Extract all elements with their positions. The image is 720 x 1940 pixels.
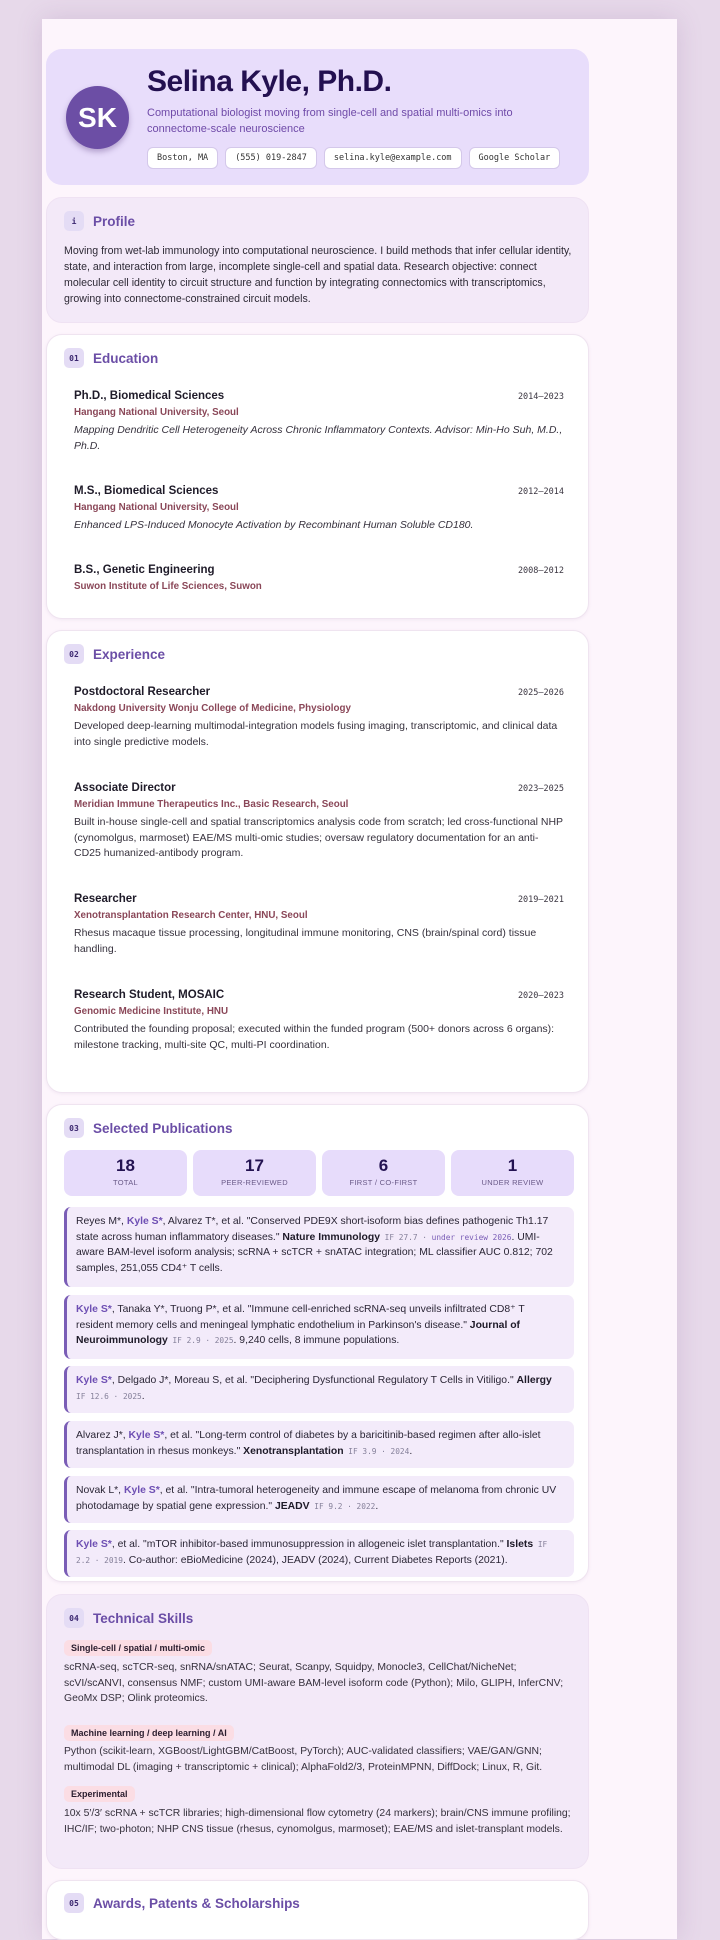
stat-value: 6 (378, 1156, 389, 1175)
entry-title: M.S., Biomedical Sciences (74, 485, 219, 497)
candidate-name: Selina Kyle, Ph.D. (147, 65, 392, 98)
publication-item (64, 1476, 574, 1523)
stat-peer-reviewed (193, 1150, 316, 1196)
email-chip[interactable]: selina.kyle@example.com (324, 147, 462, 169)
entry-description: Rhesus macaque tissue processing, longitudinal immune monitoring, CNS (brain/spinal cord) tissue handling. (74, 927, 537, 955)
profile-text: Moving from wet-lab immunology into computational neuroscience. I build methods that infer cellular identity, state, and interaction from large, incomplete single-cell and spatial data. Research objective: connect molecular cell identity to circuit structure and function by integrating connectomics with transcriptomics, growing into connectome-constrained circuit models. (64, 245, 572, 305)
stat-label: TOTAL (113, 1178, 138, 1187)
entry-title: Associate Director (74, 782, 176, 794)
pub-note: . 9,240 cells, 8 immune populations. (233, 1335, 400, 1346)
pub-note: . (141, 1390, 145, 1402)
pub-status: under review (431, 1232, 488, 1242)
experience-entry (74, 782, 564, 862)
entry-date: 2008–2012 (517, 566, 564, 576)
section-header (64, 644, 165, 664)
pub-title: , Tanaka Y*, Truong P*, et al. "Immune cell-enriched scRNA-seq unveils infiltrated CD8⁺ T resident memory cells and meningeal lymphatic endothelium in Parkinson's disease." (76, 1304, 525, 1331)
entry-date: 2014–2023 (517, 392, 564, 402)
section-title: Awards, Patents & Scholarships (93, 1895, 300, 1911)
avatar: SK (66, 86, 129, 149)
entry-institution: Hangang National University, Seoul (74, 407, 239, 418)
entry-organization: Xenotransplantation Research Center, HNU, Seoul (74, 910, 308, 921)
entry-description: Developed deep-learning multimodal-integration models fusing imaging, transcriptomic, and clinical data into single predictive models. (74, 720, 558, 748)
pub-meta: IF 2.9 · 2025 (167, 1336, 234, 1345)
google-scholar-link[interactable]: Google Scholar (469, 147, 561, 169)
entry-title: Ph.D., Biomedical Sciences (74, 390, 225, 402)
stat-first-author (322, 1150, 445, 1196)
section-header (64, 1118, 233, 1138)
authors: Reyes M*, (76, 1216, 127, 1227)
section-title: Profile (93, 213, 136, 229)
section-title: Education (93, 350, 159, 366)
pub-meta: IF 12.6 · 2025 (76, 1391, 142, 1401)
entry-date: 2025–2026 (517, 688, 564, 698)
entry-description: Contributed the founding proposal; executed within the funded program (500+ donors across 6 organs): milestone tracking, multi-site QC, multi-PI coordination. (74, 1023, 555, 1051)
entry-description: Enhanced LPS-Induced Monocyte Activation by Recombinant Human Soluble CD180. (74, 519, 474, 531)
self-author: Kyle S* (123, 1485, 160, 1496)
skills-section (46, 1594, 589, 1869)
education-entry (74, 390, 564, 454)
awards-section (46, 1880, 589, 1940)
pub-note: . UMI-aware BAM-level isoform analysis; scRNA + scTCR + snATAC integration; ML classifier AUC 0.812; 702 samples, 251,055 CD4⁺ T cells. (76, 1231, 553, 1274)
self-author: Kyle S* (76, 1539, 112, 1550)
skill-category-tag: Machine learning / deep learning / AI (64, 1725, 234, 1741)
publication-item (64, 1421, 574, 1468)
phone-chip[interactable]: (555) 019-2847 (225, 147, 317, 169)
pub-meta: IF 2.2 · 2019 (76, 1540, 548, 1565)
pub-title: , Alvarez T*, et al. "Conserved PDE9X short-isoform bias defines pathogenic Th1.17 state across human inflammatory diseases." (76, 1216, 549, 1243)
journal: Allergy (516, 1375, 552, 1386)
stat-value: 18 (116, 1156, 135, 1175)
section-header (64, 1893, 300, 1913)
publication-item (64, 1207, 574, 1287)
pub-year: 2026 (487, 1232, 512, 1242)
pub-note: . (375, 1500, 379, 1512)
self-author: Kyle S* (126, 1216, 163, 1227)
entry-organization: Genomic Medicine Institute, HNU (74, 1006, 229, 1017)
publication-stats (64, 1150, 574, 1196)
education-section (46, 334, 589, 619)
skill-list: Python (scikit-learn, XGBoost/LightGBM/CatBoost, PyTorch); AUC-validated classifiers; VAE/GAN/GNN; multimodal DL (imaging + transcriptomic + clinical); AlphaFold2/3, ProteinMPNN, DiffDock; Linux, R, Git. (64, 1746, 543, 1773)
skill-category-tag: Single-cell / spatial / multi-omic (64, 1640, 212, 1656)
publication-item (64, 1295, 574, 1359)
self-author: Kyle S* (128, 1430, 165, 1441)
journal: Nature Immunology (282, 1231, 380, 1243)
skill-list: 10x 5′/3′ scRNA + scTCR libraries; high-dimensional flow cytometry (24 markers); brain/CNS immune profiling; IHC/IF; two-photon; NHP CNS tissue (rhesus, cynomolgus, marmoset); EAE/MS and islet-transplant models. (64, 1808, 571, 1835)
entry-date: 2019–2021 (517, 895, 564, 905)
entry-date: 2012–2014 (517, 487, 564, 497)
pub-note: . (409, 1445, 413, 1457)
entry-institution: Suwon Institute of Life Sciences, Suwon (74, 581, 262, 592)
section-badge: i (64, 211, 84, 231)
pub-note: . Co-author: eBioMedicine (2024), JEADV (2024), Current Diabetes Reports (2021). (122, 1554, 508, 1566)
stat-label: PEER-REVIEWED (221, 1178, 288, 1187)
stat-total (64, 1150, 187, 1196)
section-title: Selected Publications (93, 1120, 233, 1136)
stat-value: 1 (507, 1156, 518, 1175)
self-author: Kyle S* (76, 1304, 112, 1315)
header-card (46, 49, 589, 185)
experience-entry (74, 686, 564, 750)
pub-title: , Delgado J*, Moreau S, et al. "Deciphering Dysfunctional Regulatory T Cells in Vitiligo." (111, 1375, 517, 1386)
section-badge: 02 (64, 644, 84, 664)
authors: Novak L*, (76, 1485, 124, 1496)
pub-title: , et al. "mTOR inhibitor-based immunosuppression in allogeneic islet transplantation." (111, 1539, 507, 1550)
pub-title: , et al. "Long-term control of diabetes by a baricitinib-based regimen after allo-islet transplantation in rhesus monkeys." (76, 1430, 541, 1457)
section-badge: 01 (64, 348, 84, 368)
location-chip: Boston, MA (147, 147, 218, 169)
section-badge: 05 (64, 1893, 84, 1913)
profile-section (46, 197, 589, 323)
tagline: Computational biologist moving from single-cell and spatial multi-omics into connectome-scale neuroscience (147, 107, 513, 135)
journal: Islets (506, 1539, 534, 1550)
stat-label: UNDER REVIEW (481, 1178, 544, 1187)
section-badge: 03 (64, 1118, 84, 1138)
section-title: Technical Skills (93, 1610, 194, 1626)
stat-label: FIRST / CO-FIRST (349, 1178, 418, 1187)
experience-entry (74, 893, 564, 957)
entry-date: 2023–2025 (517, 784, 564, 794)
education-entry (74, 564, 564, 592)
publications-section (46, 1104, 589, 1582)
entry-date: 2020–2023 (517, 991, 564, 1001)
experience-entry (74, 989, 564, 1053)
skill-category-tag: Experimental (64, 1786, 135, 1802)
entry-title: Research Student, MOSAIC (74, 989, 225, 1001)
entry-organization: Meridian Immune Therapeutics Inc., Basic Research, Seoul (74, 799, 349, 810)
authors: Alvarez J*, (76, 1430, 129, 1441)
section-header (64, 348, 158, 368)
pub-title: , et al. "Intra-tumoral heterogeneity and immune escape of melanoma from chronic UV photodamage by spatial gene expression." (76, 1485, 557, 1512)
section-title: Experience (93, 646, 166, 662)
entry-title: B.S., Genetic Engineering (74, 564, 215, 576)
pub-meta: IF 3.9 · 2024 (343, 1446, 410, 1456)
entry-description: Built in-house single-cell and spatial transcriptomics analysis code from scratch; led cross-functional NHP (cynomolgus, marmoset) EAE/MS multi-omic studies; oversaw regulatory documentation for an anti-CD25 humanized-antibody program. (74, 816, 563, 859)
journal: Journal of Neuroimmunology (76, 1319, 521, 1346)
pub-meta: IF 27.7 · (379, 1232, 432, 1242)
entry-title: Researcher (74, 893, 137, 905)
publication-item (64, 1530, 574, 1577)
experience-section (46, 630, 589, 1093)
journal: JEADV (274, 1500, 310, 1512)
entry-organization: Nakdong University Wonju College of Medicine, Physiology (74, 703, 351, 714)
contact-chips (147, 147, 560, 169)
section-header (64, 1608, 193, 1628)
skill-list: scRNA-seq, scTCR-seq, snRNA/snATAC; Seurat, Scanpy, Squidpy, Monocle3, CellChat/NicheNet; scVI/scANVI, consensus NMF; custom UMI-aware BAM-level isoform code (Python); Milo, GLIPH, InferCNV; GeoMx DSP; Olink proteomics. (64, 1662, 564, 1704)
section-header (64, 211, 135, 231)
stat-value: 17 (245, 1156, 264, 1175)
section-badge: 04 (64, 1608, 84, 1628)
publication-item (64, 1366, 574, 1413)
journal: Xenotransplantation (243, 1445, 344, 1457)
entry-description: Mapping Dendritic Cell Heterogeneity Across Chronic Inflammatory Contexts. Advisor: Min-Ho Suh, M.D., Ph.D. (74, 424, 563, 452)
stat-under-review (451, 1150, 574, 1196)
self-author: Kyle S* (76, 1375, 112, 1386)
entry-title: Postdoctoral Researcher (74, 686, 211, 698)
pub-meta: IF 9.2 · 2022 (309, 1501, 376, 1511)
education-entry (74, 485, 564, 534)
entry-institution: Hangang National University, Seoul (74, 502, 239, 513)
